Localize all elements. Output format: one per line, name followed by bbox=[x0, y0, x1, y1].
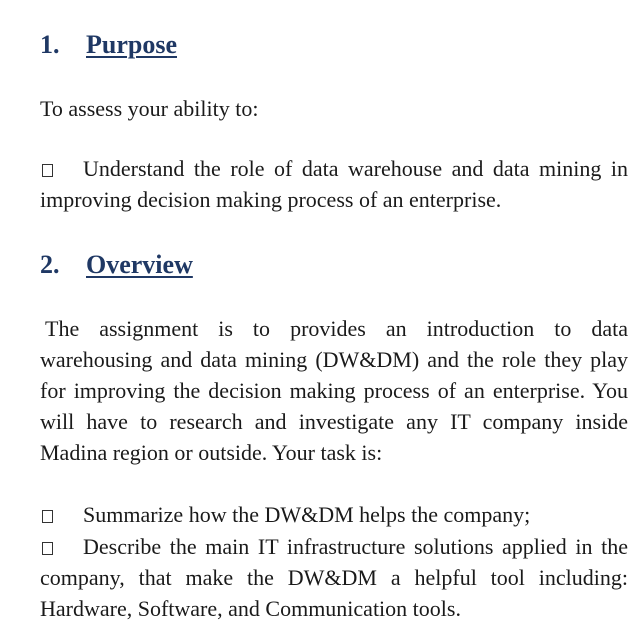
checkbox-bullet-icon bbox=[42, 164, 53, 177]
bullet-text: Describe the main IT infrastructure solutions applied in the company, that make the DW&DM a helpful tool including: Hardware, Software, and Communication tools. bbox=[40, 534, 628, 621]
checkbox-bullet-icon bbox=[42, 542, 53, 555]
section-number: 1. bbox=[40, 30, 60, 59]
section-title: Overview bbox=[86, 250, 193, 279]
bullet-text: Understand the role of data warehouse and data mining in improving decision making process of an enterprise. bbox=[40, 156, 628, 212]
bullet-text: Summarize how the DW&DM helps the company; bbox=[83, 502, 531, 527]
purpose-bullet bbox=[40, 153, 628, 215]
overview-bullet-1 bbox=[40, 499, 628, 530]
section-heading-purpose bbox=[40, 30, 177, 60]
purpose-intro: To assess your ability to: bbox=[40, 96, 259, 121]
section-heading-overview bbox=[40, 250, 193, 280]
overview-body: The assignment is to provides an introduction to data warehousing and data mining (DW&DM) and the role they play for improving the decision making process of an enterprise. You will have to research and investigate any IT company inside Madina region or outside. Your task is: bbox=[40, 316, 628, 465]
section-number: 2. bbox=[40, 250, 60, 279]
overview-bullet-2 bbox=[40, 531, 628, 624]
section-title: Purpose bbox=[86, 30, 177, 59]
checkbox-bullet-icon bbox=[42, 510, 53, 523]
